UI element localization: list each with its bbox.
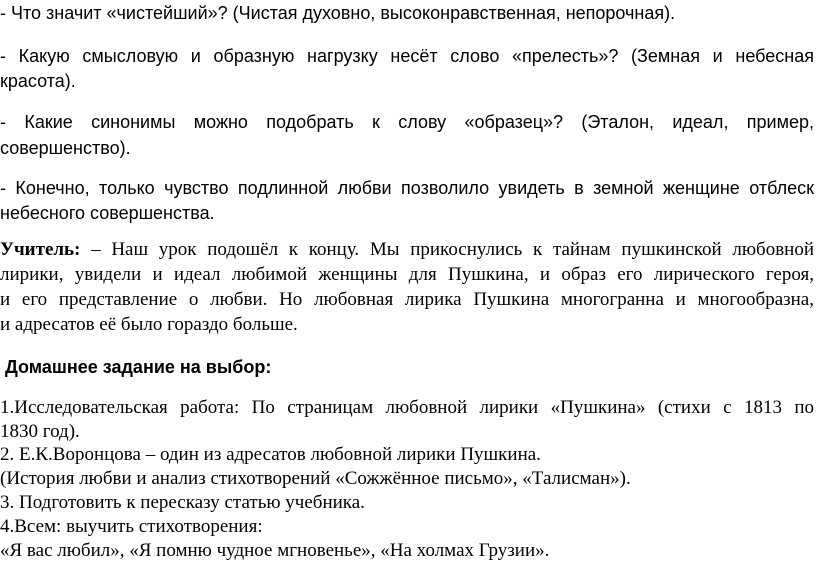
teacher-line-4: и адресатов её было гораздо больше. xyxy=(0,314,298,335)
question-1: - Что значит «чистейший»? (Чистая духовно, высоконравственная, непорочная). xyxy=(0,3,676,23)
teacher-line-1 xyxy=(0,238,814,262)
teacher-line-2: лирики, увидели и идеал любимой женщины для Пушкина, и образ его лирического героя, xyxy=(0,264,814,285)
question-3-line-2: совершенство). xyxy=(0,138,131,158)
homework-heading: Домашнее задание на выбор: xyxy=(5,357,272,377)
homework-line-3: 2. Е.К.Воронцова – один из адресатов любовной лирики Пушкина. xyxy=(0,444,541,465)
question-3-line-1: - Какие синонимы можно подобрать к слову «образец»? (Эталон, идеал, пример, xyxy=(0,112,814,132)
teacher-label: Учитель: xyxy=(0,239,81,260)
homework-line-7: «Я вас любил», «Я помню чудное мгновенье», «На холмах Грузии». xyxy=(0,540,550,561)
homework-line-6: 4.Всем: выучить стихотворения: xyxy=(0,516,263,537)
homework-line-2: 1830 год). xyxy=(0,421,80,442)
teacher-line-3: и его представление о любви. Но любовная лирика Пушкина многогранна и многообразна, xyxy=(0,289,814,310)
homework-line-5: 3. Подготовить к пересказу статью учебника. xyxy=(0,492,365,513)
question-2-line-2: красота). xyxy=(0,71,76,91)
question-4-line-2: небесного совершенства. xyxy=(0,203,215,223)
teacher-text-1: – Наш урок подошёл к концу. Мы прикоснулись к тайнам пушкинской любовной xyxy=(80,239,814,260)
question-4-line-1: - Конечно, только чувство подлинной любви позволило увидеть в земной женщине отблеск xyxy=(0,178,814,198)
question-2-line-1: - Какую смысловую и образную нагрузку несёт слово «прелесть»? (Земная и небесная xyxy=(0,46,814,66)
homework-line-1: 1.Исследовательская работа: По страницам любовной лирики «Пушкина» (стихи с 1813 по xyxy=(0,397,814,418)
homework-line-4: (История любви и анализ стихотворений «Сожжённое письмо», «Талисман»). xyxy=(0,468,631,489)
